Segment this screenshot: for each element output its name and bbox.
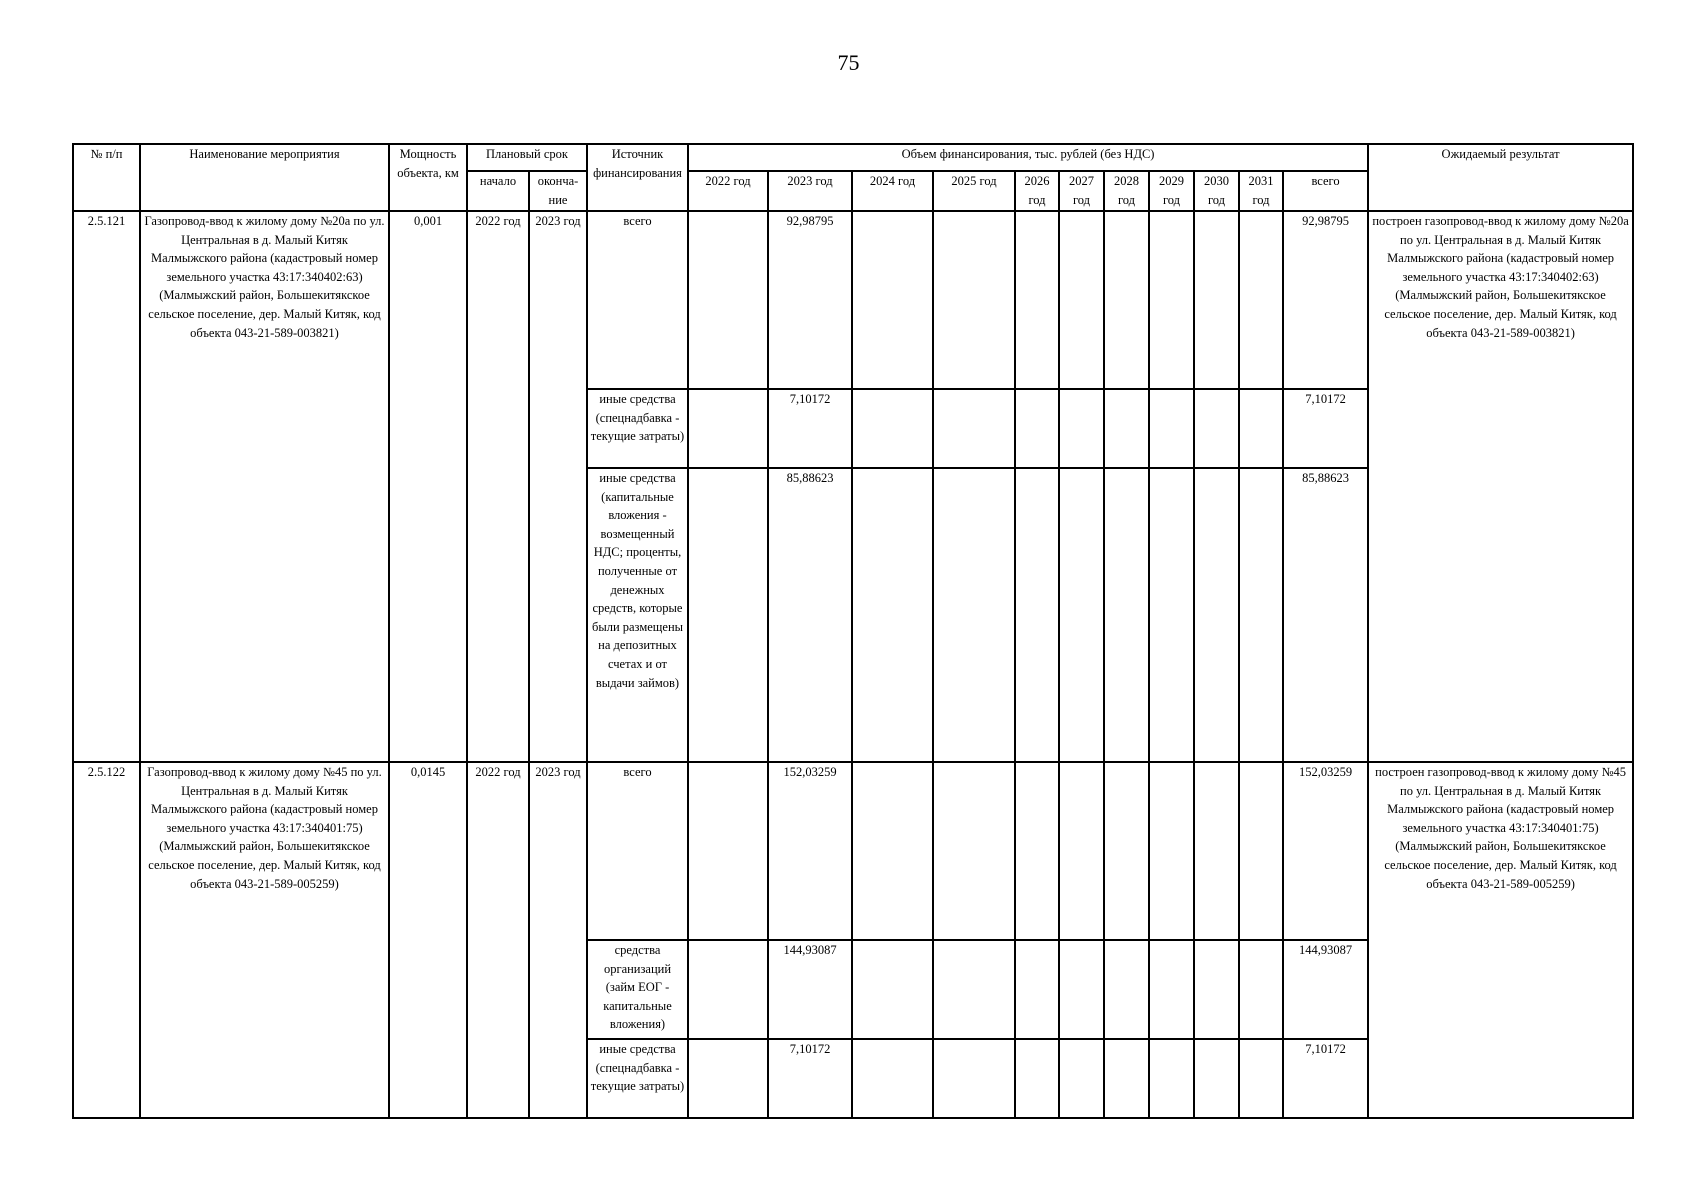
year-2031-cell [1239,1039,1283,1118]
year-2028-cell [1104,211,1149,389]
header-num: № п/п [73,144,140,211]
header-year-2022: 2022 год [688,171,768,211]
item-capacity: 0,0145 [389,762,467,1118]
year-2026-cell [1015,211,1059,389]
year-2031-cell [1239,211,1283,389]
year-2024-cell [852,468,933,762]
header-result: Ожидаемый результат [1368,144,1633,211]
year-2026-cell [1015,1039,1059,1118]
year-2023-cell: 7,10172 [768,389,852,468]
total-cell: 144,93087 [1283,940,1368,1039]
item-result: построен газопровод-ввод к жилому дому №20а по ул. Центральная в д. Малый Китяк Малмыжского района (кадастровый номер земельного участка 43:17:340402:63) (Малмыжский район, Большекитякское сельское поселение, дер. Малый Китяк, код объекта 043-21-589-003821) [1368,211,1633,762]
item-num: 2.5.122 [73,762,140,1118]
source-cell: иные средства (спецнадбавка - текущие затраты) [587,389,688,468]
year-2025-cell [933,389,1015,468]
item-result: построен газопровод-ввод к жилому дому №45 по ул. Центральная в д. Малый Китяк Малмыжского района (кадастровый номер земельного участка 43:17:340401:75) (Малмыжский район, Большекитякское сельское поселение, дер. Малый Китяк, код объекта 043-21-589-005259) [1368,762,1633,1118]
year-2027-cell [1059,211,1104,389]
year-2030-cell [1194,389,1239,468]
year-2027-cell [1059,940,1104,1039]
year-2023-cell: 7,10172 [768,1039,852,1118]
year-2025-cell [933,762,1015,940]
total-cell: 7,10172 [1283,389,1368,468]
year-2030-cell [1194,762,1239,940]
year-2022-cell [688,940,768,1039]
header-name: Наименование мероприятия [140,144,389,211]
year-2027-cell [1059,762,1104,940]
year-2029-cell [1149,762,1194,940]
header-year-2023: 2023 год [768,171,852,211]
year-2022-cell [688,211,768,389]
total-cell: 152,03259 [1283,762,1368,940]
header-year-2029: 2029 год [1149,171,1194,211]
header-source: Источник финансирования [587,144,688,211]
year-2028-cell [1104,762,1149,940]
header-year-2026: 2026 год [1015,171,1059,211]
source-cell: средства организаций (займ ЕОГ - капитальные вложения) [587,940,688,1039]
table-row [73,762,1633,940]
year-2022-cell [688,389,768,468]
header-year-2024: 2024 год [852,171,933,211]
header-year-2030: 2030 год [1194,171,1239,211]
year-2025-cell [933,468,1015,762]
year-2022-cell [688,762,768,940]
header-planned-term: Плановый срок [467,144,587,171]
source-cell: всего [587,211,688,389]
header-year-2031: 2031 год [1239,171,1283,211]
item-end: 2023 год [529,211,587,762]
year-2024-cell [852,1039,933,1118]
year-2026-cell [1015,468,1059,762]
year-2031-cell [1239,940,1283,1039]
year-2031-cell [1239,468,1283,762]
year-2029-cell [1149,940,1194,1039]
year-2028-cell [1104,468,1149,762]
year-2028-cell [1104,389,1149,468]
year-2030-cell [1194,468,1239,762]
header-end: оконча-ние [529,171,587,211]
source-cell: иные средства (капитальные вложения - возмещенный НДС; проценты, полученные от денежных средств, которые были размещены на депозитных счетах и от выдачи займов) [587,468,688,762]
year-2023-cell: 92,98795 [768,211,852,389]
year-2025-cell [933,1039,1015,1118]
item-capacity: 0,001 [389,211,467,762]
year-2024-cell [852,389,933,468]
header-row-1 [73,144,1633,171]
item-end: 2023 год [529,762,587,1118]
item-start: 2022 год [467,762,529,1118]
header-funding: Объем финансирования, тыс. рублей (без НДС) [688,144,1368,171]
source-cell: всего [587,762,688,940]
year-2026-cell [1015,389,1059,468]
year-2024-cell [852,940,933,1039]
year-2027-cell [1059,468,1104,762]
year-2030-cell [1194,940,1239,1039]
year-2028-cell [1104,1039,1149,1118]
year-2028-cell [1104,940,1149,1039]
total-cell: 7,10172 [1283,1039,1368,1118]
item-name: Газопровод-ввод к жилому дому №20а по ул. Центральная в д. Малый Китяк Малмыжского района (кадастровый номер земельного участка 43:17:340402:63) (Малмыжский район, Большекитякское сельское поселение, дер. Малый Китяк, код объекта 043-21-589-003821) [140,211,389,762]
year-2022-cell [688,468,768,762]
header-year-2027: 2027 год [1059,171,1104,211]
total-cell: 85,88623 [1283,468,1368,762]
year-2027-cell [1059,389,1104,468]
item-start: 2022 год [467,211,529,762]
header-total: всего [1283,171,1368,211]
year-2025-cell [933,940,1015,1039]
year-2025-cell [933,211,1015,389]
financing-table [72,143,1634,1119]
table-row [73,211,1633,389]
year-2030-cell [1194,211,1239,389]
year-2030-cell [1194,1039,1239,1118]
year-2023-cell: 85,88623 [768,468,852,762]
year-2031-cell [1239,389,1283,468]
header-year-2028: 2028 год [1104,171,1149,211]
year-2026-cell [1015,940,1059,1039]
page-number: 75 [837,50,860,75]
year-2023-cell: 144,93087 [768,940,852,1039]
total-cell: 92,98795 [1283,211,1368,389]
source-cell: иные средства (спецнадбавка - текущие затраты) [587,1039,688,1118]
year-2027-cell [1059,1039,1104,1118]
year-2029-cell [1149,468,1194,762]
year-2029-cell [1149,1039,1194,1118]
year-2029-cell [1149,211,1194,389]
item-num: 2.5.121 [73,211,140,762]
header-capacity: Мощность объекта, км [389,144,467,211]
year-2023-cell: 152,03259 [768,762,852,940]
year-2024-cell [852,211,933,389]
header-year-2025: 2025 год [933,171,1015,211]
header-start: начало [467,171,529,211]
year-2026-cell [1015,762,1059,940]
year-2022-cell [688,1039,768,1118]
year-2029-cell [1149,389,1194,468]
item-name: Газопровод-ввод к жилому дому №45 по ул. Центральная в д. Малый Китяк Малмыжского района (кадастровый номер земельного участка 43:17:340401:75) (Малмыжский район, Большекитякское сельское поселение, дер. Малый Китяк, код объекта 043-21-589-005259) [140,762,389,1118]
year-2031-cell [1239,762,1283,940]
year-2024-cell [852,762,933,940]
